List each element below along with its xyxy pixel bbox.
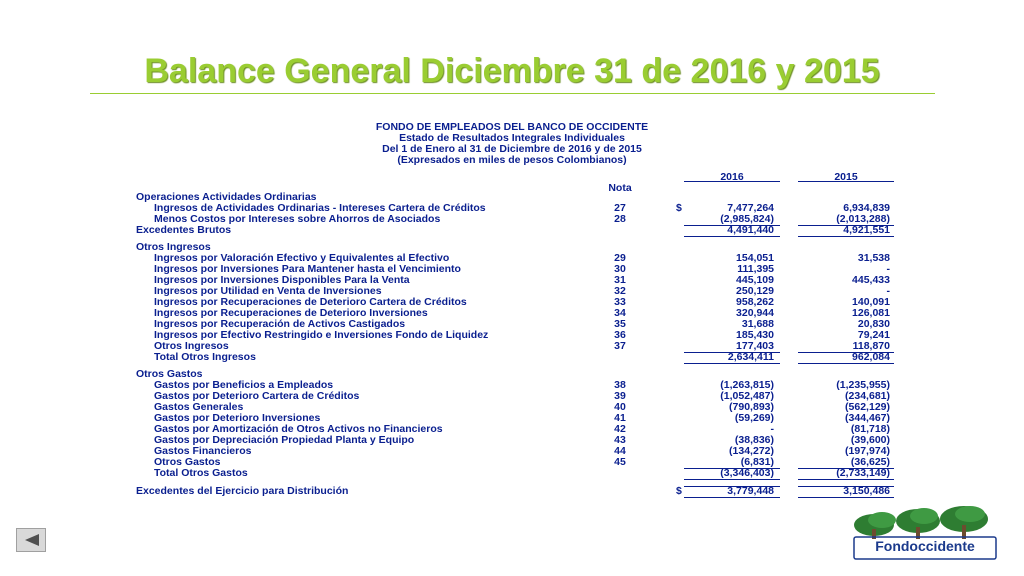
row-value-2015: (197,974) xyxy=(845,445,890,457)
row-label: Ingresos por Efectivo Restringido e Inversiones Fondo de Liquidez xyxy=(154,329,489,341)
row-value-2016: (6,831) xyxy=(740,456,774,468)
triangle-left-icon xyxy=(23,533,41,547)
row-value-2015: 118,870 xyxy=(852,340,890,352)
table-row xyxy=(0,486,1024,497)
row-label: Total Otros Ingresos xyxy=(154,351,256,363)
row-label: Otros Gastos xyxy=(154,456,221,468)
row-value-2016: 31,688 xyxy=(741,318,774,330)
row-label: Gastos por Depreciación Propiedad Planta y Equipo xyxy=(154,434,415,446)
row-value-2015: - xyxy=(886,285,890,297)
total-rule-excedentes-bottom xyxy=(684,497,780,498)
subtotal-rule-otros-ingresos-top xyxy=(798,352,894,353)
title-underline xyxy=(90,93,935,94)
subtotal-rule-otros-ingresos-bottom xyxy=(684,363,780,364)
row-value-2015: (344,467) xyxy=(845,412,890,424)
row-value-2016: 445,109 xyxy=(736,274,774,286)
row-label: Otros Ingresos xyxy=(154,340,229,352)
row-nota: 36 xyxy=(614,329,626,341)
row-value-2015: 3,150,486 xyxy=(843,485,890,497)
report-period: Del 1 de Enero al 31 de Diciembre de 2016 y de 2015 xyxy=(382,143,642,155)
row-label: Ingresos por Utilidad en Venta de Inversiones xyxy=(154,285,382,297)
row-nota: 43 xyxy=(614,434,626,446)
row-nota: 34 xyxy=(614,307,626,319)
row-value-2016: 320,944 xyxy=(736,307,774,319)
row-nota: 35 xyxy=(614,318,626,330)
column-header-nota: Nota xyxy=(608,182,632,194)
total-rule-excedentes-top xyxy=(684,486,780,487)
row-value-2015: (81,718) xyxy=(850,423,890,435)
row-value-2016: 111,395 xyxy=(737,263,774,275)
row-value-2016: (3,346,403) xyxy=(720,467,774,479)
row-value-2016: (38,836) xyxy=(734,434,774,446)
row-value-2015: 962,084 xyxy=(852,351,890,363)
row-label: Ingresos por Recuperación de Activos Castigados xyxy=(154,318,406,330)
row-value-2015: - xyxy=(886,263,890,275)
page-title: Balance General Diciembre 31 de 2016 y 2015 xyxy=(144,52,880,90)
report-org-name: FONDO DE EMPLEADOS DEL BANCO DE OCCIDENTE xyxy=(375,121,649,133)
row-value-2015: (234,681) xyxy=(845,390,890,402)
row-nota: 28 xyxy=(614,213,626,225)
row-value-2015: 445,433 xyxy=(852,274,890,286)
row-label: Ingresos por Inversiones Para Mantener hasta el Vencimiento xyxy=(154,263,461,275)
row-nota: 30 xyxy=(614,263,626,275)
row-value-2015: (2,733,149) xyxy=(836,467,890,479)
row-label: Ingresos de Actividades Ordinarias - Intereses Cartera de Créditos xyxy=(154,202,486,214)
row-value-2016: 154,051 xyxy=(736,252,774,264)
total-rule-excedentes-top xyxy=(798,486,894,487)
row-label: Otros Ingresos xyxy=(136,241,211,253)
table-row xyxy=(0,225,1024,236)
subtotal-rule-otros-gastos-top xyxy=(684,468,780,469)
row-label: Total Otros Gastos xyxy=(154,467,248,479)
row-nota: 38 xyxy=(614,379,626,391)
subtotal-rule-excedentes-bottom xyxy=(798,236,894,237)
row-nota: 37 xyxy=(614,340,626,352)
row-label: Ingresos por Recuperaciones de Deterioro Cartera de Créditos xyxy=(154,296,467,308)
row-value-2015: (36,625) xyxy=(850,456,890,468)
row-nota: 31 xyxy=(614,274,626,286)
column-header-2016: 2016 xyxy=(720,171,744,183)
row-value-2015: 20,830 xyxy=(857,318,890,330)
row-value-2016: 4,491,440 xyxy=(727,224,774,236)
row-value-2016: (790,893) xyxy=(729,401,774,413)
row-value-2015: (2,013,288) xyxy=(836,213,890,225)
row-label: Operaciones Actividades Ordinarias xyxy=(136,191,317,203)
subtotal-rule-excedentes-top xyxy=(684,225,780,226)
subtotal-rule-otros-gastos-bottom xyxy=(684,479,780,480)
row-label: Excedentes Brutos xyxy=(136,224,232,236)
row-value-2016: - xyxy=(770,423,774,435)
row-nota: 41 xyxy=(614,412,626,424)
row-label: Gastos por Beneficios a Empleados xyxy=(154,379,334,391)
row-value-2015: (1,235,955) xyxy=(836,379,890,391)
row-value-2015: 126,081 xyxy=(852,307,890,319)
subtotal-rule-excedentes-top xyxy=(798,225,894,226)
row-label: Menos Costos por Intereses sobre Ahorros de Asociados xyxy=(154,213,441,225)
row-value-2016: 3,779,448 xyxy=(727,485,774,497)
table-row xyxy=(0,468,1024,479)
row-label: Ingresos por Valoración Efectivo y Equivalentes al Efectivo xyxy=(154,252,450,264)
row-nota: 39 xyxy=(614,390,626,402)
row-value-2016: 7,477,264 xyxy=(727,202,774,214)
column-header-2015: 2015 xyxy=(834,171,858,183)
table-row xyxy=(0,352,1024,363)
row-value-2015: (562,129) xyxy=(845,401,890,413)
row-value-2016: (59,269) xyxy=(734,412,774,424)
row-nota: 29 xyxy=(614,252,626,264)
row-nota: 33 xyxy=(614,296,626,308)
row-nota: 42 xyxy=(614,423,626,435)
report-units: (Expresados en miles de pesos Colombianos) xyxy=(397,154,627,166)
row-label: Ingresos por Inversiones Disponibles Para la Venta xyxy=(154,274,410,286)
row-value-2015: 6,934,839 xyxy=(843,202,890,214)
row-value-2016: (134,272) xyxy=(729,445,774,457)
row-value-2016: 250,129 xyxy=(736,285,774,297)
row-value-2016: (2,985,824) xyxy=(720,213,774,225)
row-value-2016: (1,263,815) xyxy=(720,379,774,391)
row-value-2016: 958,262 xyxy=(736,296,774,308)
row-label: Ingresos por Recuperaciones de Deterioro Inversiones xyxy=(154,307,428,319)
row-label: Gastos por Amortización de Otros Activos no Financieros xyxy=(154,423,443,435)
row-label: Otros Gastos xyxy=(136,368,203,380)
row-value-2016: 177,403 xyxy=(736,340,774,352)
total-rule-excedentes-bottom xyxy=(798,497,894,498)
row-nota: 40 xyxy=(614,401,626,413)
row-value-2015: 140,091 xyxy=(852,296,890,308)
row-label: Excedentes del Ejercicio para Distribución xyxy=(136,485,349,497)
row-nota: 44 xyxy=(614,445,626,457)
subtotal-rule-excedentes-bottom xyxy=(684,236,780,237)
row-value-2016: 2,634,411 xyxy=(727,351,774,363)
row-value-2015: 79,241 xyxy=(857,329,890,341)
row-value-2015: 31,538 xyxy=(857,252,890,264)
row-label: Gastos por Deterioro Cartera de Créditos xyxy=(154,390,360,402)
row-currency: $ xyxy=(676,202,682,214)
subtotal-rule-otros-ingresos-top xyxy=(684,352,780,353)
row-currency: $ xyxy=(676,485,682,497)
row-nota: 27 xyxy=(614,202,626,214)
row-label: Gastos Generales xyxy=(154,401,244,413)
row-nota: 45 xyxy=(614,456,626,468)
logo-text: Fondoccidente xyxy=(875,538,975,554)
previous-slide-button[interactable] xyxy=(16,528,46,552)
row-value-2016: (1,052,487) xyxy=(720,390,774,402)
report-statement-name: Estado de Resultados Integrales Individuales xyxy=(399,132,625,144)
row-nota: 32 xyxy=(614,285,626,297)
row-value-2015: 4,921,551 xyxy=(843,224,890,236)
subtotal-rule-otros-gastos-top xyxy=(798,468,894,469)
subtotal-rule-otros-ingresos-bottom xyxy=(798,363,894,364)
row-value-2016: 185,430 xyxy=(736,329,774,341)
row-value-2015: (39,600) xyxy=(850,434,890,446)
row-label: Gastos Financieros xyxy=(154,445,252,457)
row-label: Gastos por Deterioro Inversiones xyxy=(154,412,321,424)
subtotal-rule-otros-gastos-bottom xyxy=(798,479,894,480)
